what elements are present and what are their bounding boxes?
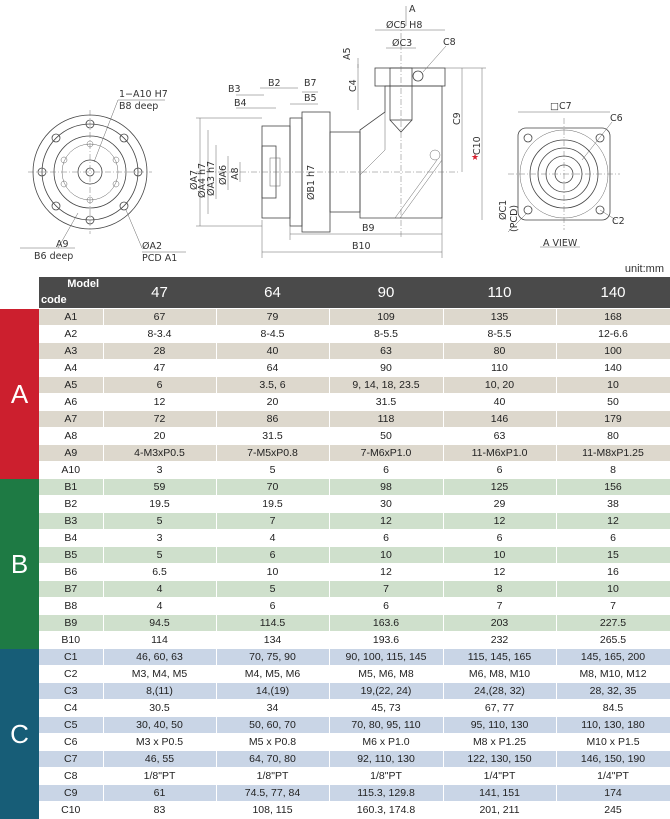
table-row (0, 700, 670, 717)
table-row (0, 360, 670, 377)
table-row (0, 326, 670, 343)
table-cell: 9, 14, 18, 23.5 (329, 377, 443, 394)
table-cell: 10 (216, 564, 329, 581)
table-cell: 5 (103, 513, 216, 530)
table-cell: 6 (329, 462, 443, 479)
table-row (0, 530, 670, 547)
row-code: C10 (39, 802, 103, 819)
table-cell: 8 (443, 581, 556, 598)
label-a10: 1−A10 H7 (119, 89, 168, 100)
label-a7: ØA7 (189, 169, 200, 190)
row-code: A6 (39, 394, 103, 411)
label-b6: B6 deep (34, 251, 74, 262)
table-cell: 156 (556, 479, 670, 496)
table-row (0, 496, 670, 513)
row-code: B9 (39, 615, 103, 632)
table-cell: 67, 77 (443, 700, 556, 717)
label-c1: ØC1 (498, 199, 509, 220)
table-cell: 6 (443, 530, 556, 547)
table-row (0, 598, 670, 615)
label-c3: ØC3 (392, 38, 413, 49)
table-cell: 80 (443, 343, 556, 360)
table-cell: 6 (556, 530, 670, 547)
table-cell: 50 (556, 394, 670, 411)
table-cell: 6.5 (103, 564, 216, 581)
table-cell: 4 (103, 598, 216, 615)
table-cell: 70, 80, 95, 110 (329, 717, 443, 734)
table-cell: 12 (329, 513, 443, 530)
label-c5: ØC5 H8 (386, 20, 423, 31)
table-cell: 232 (443, 632, 556, 649)
table-cell: 10 (329, 547, 443, 564)
row-code: B7 (39, 581, 103, 598)
label-b5: B5 (304, 93, 317, 104)
table-cell: 115.3, 129.8 (329, 785, 443, 802)
row-code: C5 (39, 717, 103, 734)
table-cell: M8 x P1.25 (443, 734, 556, 751)
table-cell: 94.5 (103, 615, 216, 632)
table-cell: 201, 211 (443, 802, 556, 819)
table-cell: 245 (556, 802, 670, 819)
table-cell: 90 (329, 360, 443, 377)
table-cell: 34 (216, 700, 329, 717)
table-cell: 160.3, 174.8 (329, 802, 443, 819)
table-cell: 1/8"PT (103, 768, 216, 785)
table-cell: 63 (443, 428, 556, 445)
table-cell: 5 (216, 581, 329, 598)
table-cell: 6 (216, 547, 329, 564)
table-cell: 11-M8xP1.25 (556, 445, 670, 462)
table-cell: 38 (556, 496, 670, 513)
row-code: C2 (39, 666, 103, 683)
table-cell: 141, 151 (443, 785, 556, 802)
spec-table (0, 277, 670, 819)
table-row (0, 768, 670, 785)
table-cell: 67 (103, 309, 216, 326)
row-code: B6 (39, 564, 103, 581)
front-view (20, 100, 186, 252)
table-row (0, 751, 670, 768)
row-code: C9 (39, 785, 103, 802)
table-cell: 6 (443, 462, 556, 479)
header-corner (0, 277, 39, 309)
label-a9: A9 (56, 239, 69, 250)
table-cell: 86 (216, 411, 329, 428)
row-code: A5 (39, 377, 103, 394)
row-code: A7 (39, 411, 103, 428)
label-arrow-a: A (409, 4, 416, 15)
row-code: A2 (39, 326, 103, 343)
table-cell: 163.6 (329, 615, 443, 632)
table-cell: 108, 115 (216, 802, 329, 819)
model-header: 47 (103, 277, 216, 309)
label-c10: C10 (472, 136, 483, 155)
table-cell: M3, M4, M5 (103, 666, 216, 683)
table-cell: 90, 100, 115, 145 (329, 649, 443, 666)
table-cell: 8-5.5 (329, 326, 443, 343)
table-cell: M5 x P0.8 (216, 734, 329, 751)
table-cell: 12-6.6 (556, 326, 670, 343)
table-cell: 145, 165, 200 (556, 649, 670, 666)
table-row (0, 547, 670, 564)
table-cell: 12 (556, 513, 670, 530)
model-header: 110 (443, 277, 556, 309)
group-label-a: A (0, 309, 39, 479)
table-cell: 6 (329, 530, 443, 547)
table-cell: 114 (103, 632, 216, 649)
model-header: 64 (216, 277, 329, 309)
table-header-row (0, 277, 670, 309)
row-code: B1 (39, 479, 103, 496)
table-cell: 10, 20 (443, 377, 556, 394)
table-cell: 4 (216, 530, 329, 547)
table-cell: 98 (329, 479, 443, 496)
table-cell: 7 (556, 598, 670, 615)
table-cell: 28, 32, 35 (556, 683, 670, 700)
table-cell: 70, 75, 90 (216, 649, 329, 666)
table-row (0, 309, 670, 326)
table-cell: 110, 130, 180 (556, 717, 670, 734)
table-cell: 265.5 (556, 632, 670, 649)
row-code: C1 (39, 649, 103, 666)
table-cell: 110 (443, 360, 556, 377)
table-cell: 30 (329, 496, 443, 513)
table-cell: 40 (443, 394, 556, 411)
table-cell: 31.5 (216, 428, 329, 445)
table-cell: 83 (103, 802, 216, 819)
table-cell: 10 (443, 547, 556, 564)
table-cell: 74.5, 77, 84 (216, 785, 329, 802)
group-label-b: B (0, 479, 39, 649)
table-cell: 63 (329, 343, 443, 360)
table-cell: 15 (556, 547, 670, 564)
label-b9: B9 (362, 223, 375, 234)
row-code: C7 (39, 751, 103, 768)
table-cell: 8-3.4 (103, 326, 216, 343)
row-code: A3 (39, 343, 103, 360)
table-cell: M6, M8, M10 (443, 666, 556, 683)
table-cell: 50 (329, 428, 443, 445)
label-a3: ØA3 h7 (206, 160, 217, 196)
table-cell: 174 (556, 785, 670, 802)
row-code: B3 (39, 513, 103, 530)
table-cell: 92, 110, 130 (329, 751, 443, 768)
table-cell: 20 (103, 428, 216, 445)
row-code: A1 (39, 309, 103, 326)
table-cell: 79 (216, 309, 329, 326)
table-body (0, 309, 670, 819)
table-cell: 115, 145, 165 (443, 649, 556, 666)
table-row (0, 666, 670, 683)
table-cell: 6 (216, 598, 329, 615)
table-row (0, 377, 670, 394)
label-c9: C9 (452, 112, 463, 125)
table-row (0, 343, 670, 360)
table-cell: 125 (443, 479, 556, 496)
row-code: C4 (39, 700, 103, 717)
table-row (0, 802, 670, 819)
label-b10: B10 (352, 241, 371, 252)
table-cell: 40 (216, 343, 329, 360)
table-cell: 6 (103, 377, 216, 394)
label-c2: C2 (612, 216, 625, 227)
row-code: A9 (39, 445, 103, 462)
row-code: B2 (39, 496, 103, 513)
label-a6: ØA6 (218, 164, 229, 185)
table-cell: 12 (103, 394, 216, 411)
label-c6: C6 (610, 113, 623, 124)
row-code: C8 (39, 768, 103, 785)
table-cell: 179 (556, 411, 670, 428)
table-cell: 7 (329, 581, 443, 598)
table-cell: 30.5 (103, 700, 216, 717)
table-cell: 134 (216, 632, 329, 649)
table-cell: 100 (556, 343, 670, 360)
label-a8: A8 (230, 167, 241, 180)
row-code: C3 (39, 683, 103, 700)
model-header: 140 (556, 277, 670, 309)
table-cell: M3 x P0.5 (103, 734, 216, 751)
table-row (0, 785, 670, 802)
label-a5: A5 (342, 47, 353, 60)
table-cell: 80 (556, 428, 670, 445)
row-code: B4 (39, 530, 103, 547)
table-cell: 19,(22, 24) (329, 683, 443, 700)
label-pcd-a1: PCD A1 (142, 253, 178, 262)
table-cell: 14,(19) (216, 683, 329, 700)
label-c7: □C7 (550, 101, 572, 112)
table-cell: 12 (443, 564, 556, 581)
model-label: Model (67, 278, 99, 290)
table-row (0, 394, 670, 411)
label-b7: B7 (304, 78, 317, 89)
table-row (0, 734, 670, 751)
table-cell: 12 (329, 564, 443, 581)
technical-drawing (0, 0, 670, 262)
table-cell: 122, 130, 150 (443, 751, 556, 768)
code-label: code (41, 294, 67, 306)
label-c4: C4 (348, 79, 359, 92)
table-cell: 10 (556, 581, 670, 598)
table-cell: 3 (103, 462, 216, 479)
label-a-view: A VIEW (543, 238, 578, 249)
table-cell: 24,(28, 32) (443, 683, 556, 700)
table-cell: 114.5 (216, 615, 329, 632)
table-cell: M5, M6, M8 (329, 666, 443, 683)
table-cell: 10 (556, 377, 670, 394)
table-cell: 19.5 (216, 496, 329, 513)
table-row (0, 479, 670, 496)
table-cell: 6 (329, 598, 443, 615)
table-cell: M6 x P1.0 (329, 734, 443, 751)
table-cell: 7 (443, 598, 556, 615)
label-b4: B4 (234, 98, 247, 109)
table-cell: 61 (103, 785, 216, 802)
table-cell: 7-M5xP0.8 (216, 445, 329, 462)
table-cell: 70 (216, 479, 329, 496)
table-cell: 146 (443, 411, 556, 428)
table-cell: 8,(11) (103, 683, 216, 700)
table-cell: 168 (556, 309, 670, 326)
table-cell: 46, 60, 63 (103, 649, 216, 666)
table-row (0, 581, 670, 598)
label-b2: B2 (268, 78, 281, 89)
table-row (0, 462, 670, 479)
spec-table-container (0, 277, 670, 819)
table-cell: 20 (216, 394, 329, 411)
table-cell: 118 (329, 411, 443, 428)
row-code: A8 (39, 428, 103, 445)
row-code: B8 (39, 598, 103, 615)
table-cell: 5 (216, 462, 329, 479)
model-header: 90 (329, 277, 443, 309)
table-cell: 146, 150, 190 (556, 751, 670, 768)
table-cell: 50, 60, 70 (216, 717, 329, 734)
table-cell: 16 (556, 564, 670, 581)
table-cell: 5 (103, 547, 216, 564)
table-cell: 7-M6xP1.0 (329, 445, 443, 462)
table-cell: 46, 55 (103, 751, 216, 768)
table-cell: M4, M5, M6 (216, 666, 329, 683)
table-cell: 4 (103, 581, 216, 598)
table-cell: 19.5 (103, 496, 216, 513)
table-cell: M10 x P1.5 (556, 734, 670, 751)
a-view (508, 112, 620, 247)
table-row (0, 513, 670, 530)
table-cell: 8 (556, 462, 670, 479)
table-cell: 59 (103, 479, 216, 496)
group-label-c: C (0, 649, 39, 819)
table-cell: 72 (103, 411, 216, 428)
unit-label: unit:mm (624, 263, 664, 275)
table-cell: 29 (443, 496, 556, 513)
table-cell: 193.6 (329, 632, 443, 649)
table-cell: 8-4.5 (216, 326, 329, 343)
table-row (0, 649, 670, 666)
table-cell: 1/8"PT (329, 768, 443, 785)
row-code: B5 (39, 547, 103, 564)
table-cell: 28 (103, 343, 216, 360)
table-cell: 109 (329, 309, 443, 326)
table-cell: 8-5.5 (443, 326, 556, 343)
table-cell: 95, 110, 130 (443, 717, 556, 734)
row-code: A4 (39, 360, 103, 377)
table-cell: 31.5 (329, 394, 443, 411)
table-cell: 203 (443, 615, 556, 632)
table-row (0, 683, 670, 700)
table-cell: 1/4"PT (443, 768, 556, 785)
table-cell: 3.5, 6 (216, 377, 329, 394)
table-cell: 135 (443, 309, 556, 326)
label-pcd: (PCD) (509, 204, 520, 232)
table-cell: M8, M10, M12 (556, 666, 670, 683)
row-code: C6 (39, 734, 103, 751)
table-row (0, 615, 670, 632)
model-code-header (39, 277, 103, 309)
table-row (0, 428, 670, 445)
table-cell: 1/8"PT (216, 768, 329, 785)
table-cell: 1/4"PT (556, 768, 670, 785)
table-cell: 140 (556, 360, 670, 377)
label-b8: B8 deep (119, 101, 159, 112)
table-cell: 64, 70, 80 (216, 751, 329, 768)
label-a4: ØA4 h7 (197, 162, 208, 198)
table-cell: 30, 40, 50 (103, 717, 216, 734)
star-icon: ★ (471, 153, 480, 163)
table-cell: 4-M3xP0.5 (103, 445, 216, 462)
table-cell: 47 (103, 360, 216, 377)
table-row (0, 445, 670, 462)
table-cell: 45, 73 (329, 700, 443, 717)
table-cell: 84.5 (556, 700, 670, 717)
table-cell: 64 (216, 360, 329, 377)
table-cell: 227.5 (556, 615, 670, 632)
row-code: A10 (39, 462, 103, 479)
label-b1: ØB1 h7 (306, 164, 317, 200)
label-c8: C8 (443, 37, 456, 48)
label-b3: B3 (228, 84, 241, 95)
table-cell: 7 (216, 513, 329, 530)
table-row (0, 564, 670, 581)
table-cell: 12 (443, 513, 556, 530)
table-row (0, 411, 670, 428)
table-cell: 11-M6xP1.0 (443, 445, 556, 462)
row-code: B10 (39, 632, 103, 649)
table-row (0, 717, 670, 734)
label-a2: ØA2 (142, 241, 163, 252)
table-cell: 3 (103, 530, 216, 547)
table-row (0, 632, 670, 649)
